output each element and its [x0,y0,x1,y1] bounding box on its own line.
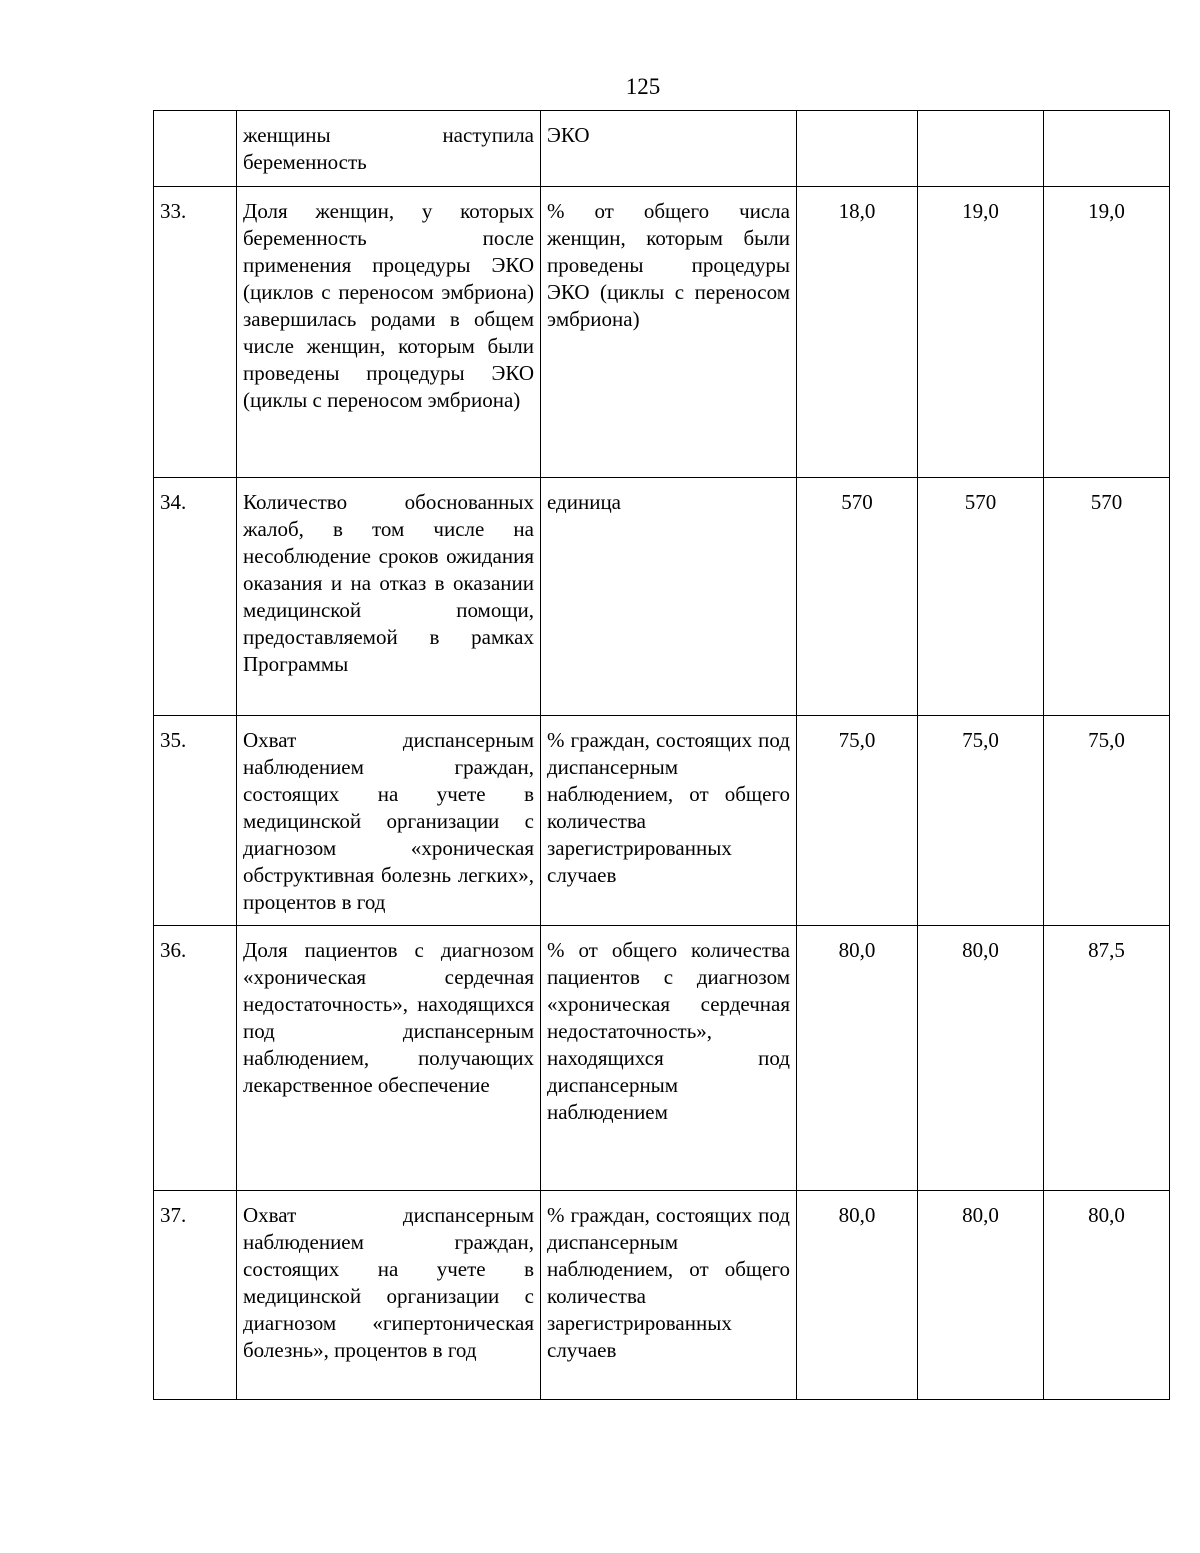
unit-cell: % граждан, состоящих под диспансерным наблюдением, от общего количества зарегистрированных случаев [541,1191,797,1400]
row-number-cell: 37. [154,1191,237,1400]
indicator-name-cell: женщины наступила беременность [237,111,541,187]
value-cell-1 [797,111,918,187]
indicator-name-cell: Количество обоснованных жалоб, в том числе на несоблюдение сроков ожидания оказания и на отказ в оказании медицинской помощи, предоставляемой в рамках Программы [237,478,541,716]
value-cell-3: 19,0 [1044,187,1170,478]
value-cell-2: 19,0 [918,187,1044,478]
value-cell-3: 75,0 [1044,716,1170,926]
row-number-cell: 34. [154,478,237,716]
value-cell-2 [918,111,1044,187]
indicator-name-cell: Доля пациентов с диагнозом «хроническая сердечная недостаточность», находящихся под диспансерным наблюдением, получающих лекарственное обеспечение [237,926,541,1191]
value-cell-1: 570 [797,478,918,716]
unit-cell: единица [541,478,797,716]
page-number: 125 [625,74,661,99]
value-cell-1: 80,0 [797,1191,918,1400]
unit-cell: ЭКО [541,111,797,187]
indicators-table [153,110,1170,1400]
value-cell-1: 18,0 [797,187,918,478]
value-cell-3: 87,5 [1044,926,1170,1191]
value-cell-3: 80,0 [1044,1191,1170,1400]
unit-cell: % от общего количества пациентов с диагнозом «хроническая сердечная недостаточность», находящихся под диспансерным наблюдением [541,926,797,1191]
value-cell-2: 570 [918,478,1044,716]
table-row [154,716,1170,926]
table-row [154,478,1170,716]
table-row [154,187,1170,478]
unit-cell: % граждан, состоящих под диспансерным наблюдением, от общего количества зарегистрированных случаев [541,716,797,926]
table-row [154,1191,1170,1400]
row-number-cell: 33. [154,187,237,478]
row-number-cell [154,111,237,187]
indicator-name-cell: Доля женщин, у которых беременность после применения процедуры ЭКО (циклов с переносом эмбриона) завершилась родами в общем числе женщин, которым были проведены процедуры ЭКО (циклы с переносом эмбриона) [237,187,541,478]
unit-cell: % от общего числа женщин, которым были проведены процедуры ЭКО (циклы с переносом эмбриона) [541,187,797,478]
row-number-cell: 35. [154,716,237,926]
table-row [154,111,1170,187]
value-cell-1: 75,0 [797,716,918,926]
value-cell-2: 80,0 [918,1191,1044,1400]
value-cell-3 [1044,111,1170,187]
value-cell-2: 75,0 [918,716,1044,926]
value-cell-2: 80,0 [918,926,1044,1191]
value-cell-3: 570 [1044,478,1170,716]
row-number-cell: 36. [154,926,237,1191]
indicator-name-cell: Охват диспансерным наблюдением граждан, состоящих на учете в медицинской организации с диагнозом «гипертоническая болезнь», процентов в год [237,1191,541,1400]
value-cell-1: 80,0 [797,926,918,1191]
table-row [154,926,1170,1191]
indicator-name-cell: Охват диспансерным наблюдением граждан, состоящих на учете в медицинской организации с диагнозом «хроническая обструктивная болезнь легких», процентов в год [237,716,541,926]
